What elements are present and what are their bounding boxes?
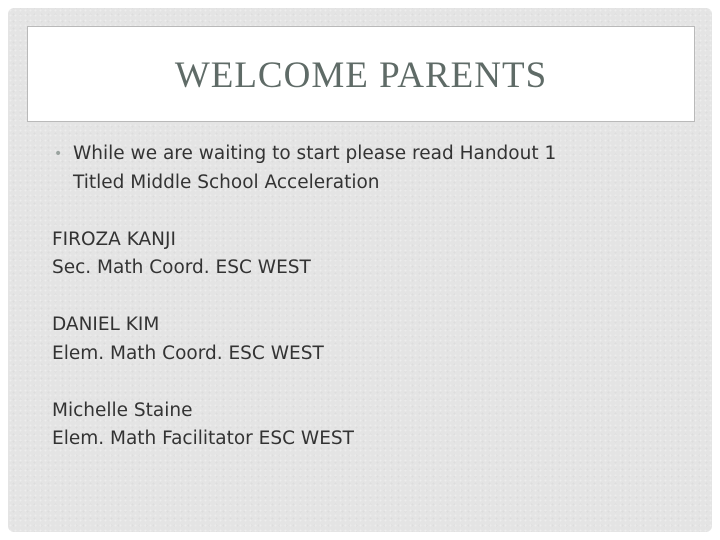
spacer <box>52 368 692 397</box>
presenter-name: DANIEL KIM <box>52 314 160 335</box>
presenter-name: Michelle Staine <box>52 399 193 421</box>
bullet-line-1: While we are waiting to start please read Handout 1 <box>73 143 557 164</box>
presenter-role: Elem. Math Coord. ESC WEST <box>52 342 324 364</box>
presenter-2 <box>52 311 692 368</box>
slide-background <box>8 8 712 532</box>
bullet-text <box>73 140 692 197</box>
presenter-role: Sec. Math Coord. ESC WEST <box>52 257 311 278</box>
presenter-1 <box>52 226 692 283</box>
bullet-item <box>52 140 692 197</box>
spacer <box>52 197 692 226</box>
title-box <box>27 26 695 122</box>
spacer <box>52 283 692 312</box>
slide-body <box>52 140 692 454</box>
slide-title: WELCOME PARENTS <box>174 54 548 96</box>
presenter-name: FIROZA KANJI <box>52 228 176 250</box>
presenter-role: Elem. Math Facilitator ESC WEST <box>52 428 354 449</box>
presenter-3 <box>52 397 692 454</box>
bullet-dot-icon: • <box>54 146 63 162</box>
bullet-line-2: Titled Middle School Acceleration <box>73 171 380 193</box>
